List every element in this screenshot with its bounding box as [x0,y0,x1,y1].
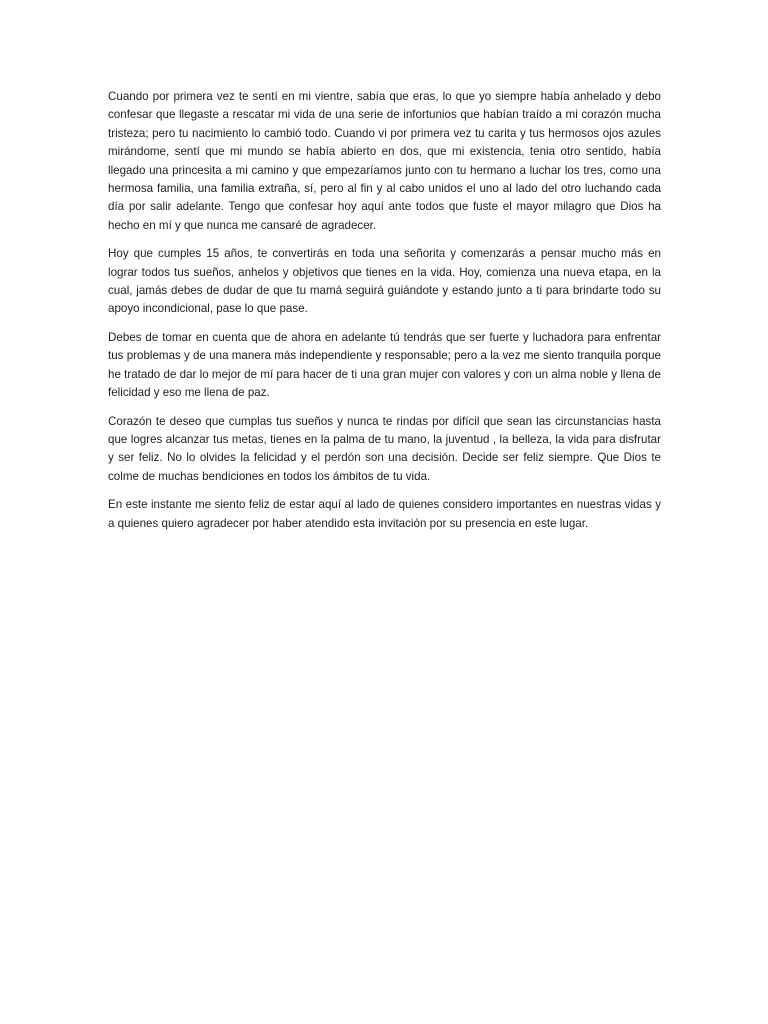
paragraph-3: Debes de tomar en cuenta que de ahora en adelante tú tendrás que ser fuerte y luchadora para enfrentar tus problemas y de una manera más independiente y responsable; pero a la vez me siento tranquila porque he tratado de dar lo mejor de mí para hacer de ti una gran mujer con valores y con un alma noble y llena de felicidad y eso me llena de paz. [108,330,661,400]
paragraph-5: En este instante me siento feliz de estar aquí al lado de quienes considero importantes en nuestras vidas y a quienes quiero agradecer por haber atendido esta invitación por su presencia en este lugar. [108,498,661,530]
paragraph-1: Cuando por primera vez te sentí en mi vientre, sabía que eras, lo que yo siempre había anhelado y debo confesar que llegaste a rescatar mi vida de una serie de infortunios que habían traído a mi corazón mucha tristeza; pero tu nacimiento lo cambió todo. Cuando vi por primera vez tu carita y tus hermosos ojos azules mirándome, sentí que mi mundo se había abierto en dos, que mi existencia, tenia otro sentido, había llegado una princesita a mi camino y que empezaríamos junto con tu hermano a luchar los tres, como una hermosa familia, una familia extraña, sí, pero al fin y al cabo unidos el uno al lado del otro luchando cada día por salir adelante. Tengo que confesar hoy aquí ante todos que fuste el mayor milagro que Dios ha hecho en mí y que nunca me cansaré de agradecer. [108,90,661,232]
paragraph-2: Hoy que cumples 15 años, te convertirás en toda una señorita y comenzarás a pensar mucho más en lograr todos tus sueños, anhelos y objetivos que tienes en la vida. Hoy, comienza una nueva etapa, en la cual, jamás debes de dudar de que tu mamá seguirá guiándote y estando junto a ti para brindarte todo su apoyo incondicional, pase lo que pase. [108,247,661,316]
document-page [108,88,661,543]
paragraph-4: Corazón te deseo que cumplas tus sueños y nunca te rindas por difícil que sean las circunstancias hasta que logres alcanzar tus metas, tienes en la palma de tu mano, la juventud , la belleza, la vida para disfrutar y ser feliz. No lo olvides la felicidad y el perdón son una decisión. Decide ser feliz siempre. Que Dios te colme de muchas bendiciones en todos los ámbitos de tu vida. [108,414,661,483]
